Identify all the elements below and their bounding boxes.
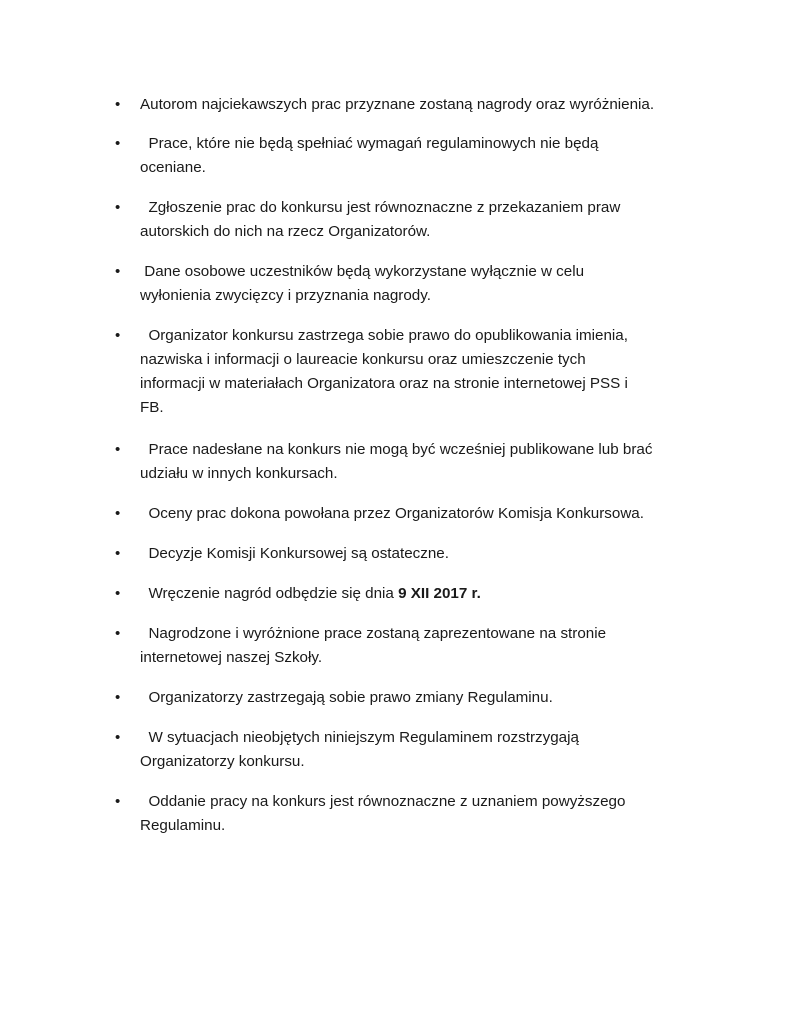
bullet-icon: •	[115, 199, 121, 216]
rule-text-line: Wręczenie nagród odbędzie się dnia	[140, 585, 399, 602]
rule-text-line: Prace, które nie będą spełniać wymagań regulaminowych nie będą	[140, 135, 599, 152]
award-date: 9 XII 2017 r.	[398, 585, 481, 602]
bullet-icon: •	[115, 263, 121, 280]
rule-text-line: FB.	[140, 399, 164, 416]
bullet-icon: •	[115, 585, 121, 602]
rule-text-line: internetowej naszej Szkoły.	[140, 649, 323, 666]
rule-text-line: oceniane.	[140, 159, 206, 176]
bullet-icon: •	[115, 327, 121, 344]
rule-text	[140, 438, 720, 486]
rule-text	[140, 502, 720, 526]
rule-text-line: wyłonienia zwycięzcy i przyznania nagrody.	[140, 287, 431, 304]
rule-text-line: Prace nadesłane na konkurs nie mogą być wcześniej publikowane lub brać	[140, 441, 653, 458]
rule-text-line: Dane osobowe uczestników będą wykorzystane wyłącznie w celu	[140, 263, 585, 280]
rule-text-line: Organizatorzy konkursu.	[140, 753, 305, 770]
rule-text	[140, 582, 720, 606]
rule-text-line: Organizator konkursu zastrzega sobie prawo do opublikowania imienia,	[140, 327, 628, 344]
bullet-icon: •	[115, 441, 121, 458]
rule-text-line: Regulaminu.	[140, 817, 226, 834]
rule-text-line: Autorom najciekawszych prac przyznane zostaną nagrody oraz wyróżnienia.	[140, 96, 655, 113]
rule-text-line: informacji w materiałach Organizatora oraz na stronie internetowej PSS i	[140, 375, 628, 392]
rule-text-line: udziału w innych konkursach.	[140, 465, 338, 482]
rule-text	[140, 686, 720, 710]
rule-text	[140, 790, 720, 838]
bullet-icon: •	[115, 625, 121, 642]
rule-text	[140, 260, 720, 308]
bullet-icon: •	[115, 505, 121, 522]
rule-text	[140, 324, 720, 420]
rule-text	[140, 132, 720, 180]
rule-text-line: Oceny prac dokona powołana przez Organizatorów Komisja Konkursowa.	[140, 505, 644, 522]
bullet-icon: •	[115, 793, 121, 810]
bullet-icon: •	[115, 545, 121, 562]
rule-text	[140, 726, 720, 774]
bullet-icon: •	[115, 729, 121, 746]
rule-text-line: Decyzje Komisji Konkursowej są ostateczne.	[140, 545, 449, 562]
rule-text	[140, 622, 720, 670]
bullet-icon: •	[115, 96, 121, 113]
rule-text-line: nazwiska i informacji o laureacie konkursu oraz umieszczenie tych	[140, 351, 586, 368]
rule-text	[140, 196, 720, 244]
rule-text-line: W sytuacjach nieobjętych niniejszym Regulaminem rozstrzygają	[140, 729, 579, 746]
rule-text-line: Nagrodzone i wyróżnione prace zostaną zaprezentowane na stronie	[140, 625, 607, 642]
rule-text-line: autorskich do nich na rzecz Organizatorów.	[140, 223, 431, 240]
rule-text-line: Zgłoszenie prac do konkursu jest równoznaczne z przekazaniem praw	[140, 199, 621, 216]
bullet-icon: •	[115, 135, 121, 152]
rule-text-line: Oddanie pracy na konkurs jest równoznaczne z uznaniem powyższego	[140, 793, 626, 810]
rule-text	[140, 93, 720, 117]
bullet-icon: •	[115, 689, 121, 706]
rule-text	[140, 542, 720, 566]
rule-text-line: Organizatorzy zastrzegają sobie prawo zmiany Regulaminu.	[140, 689, 553, 706]
